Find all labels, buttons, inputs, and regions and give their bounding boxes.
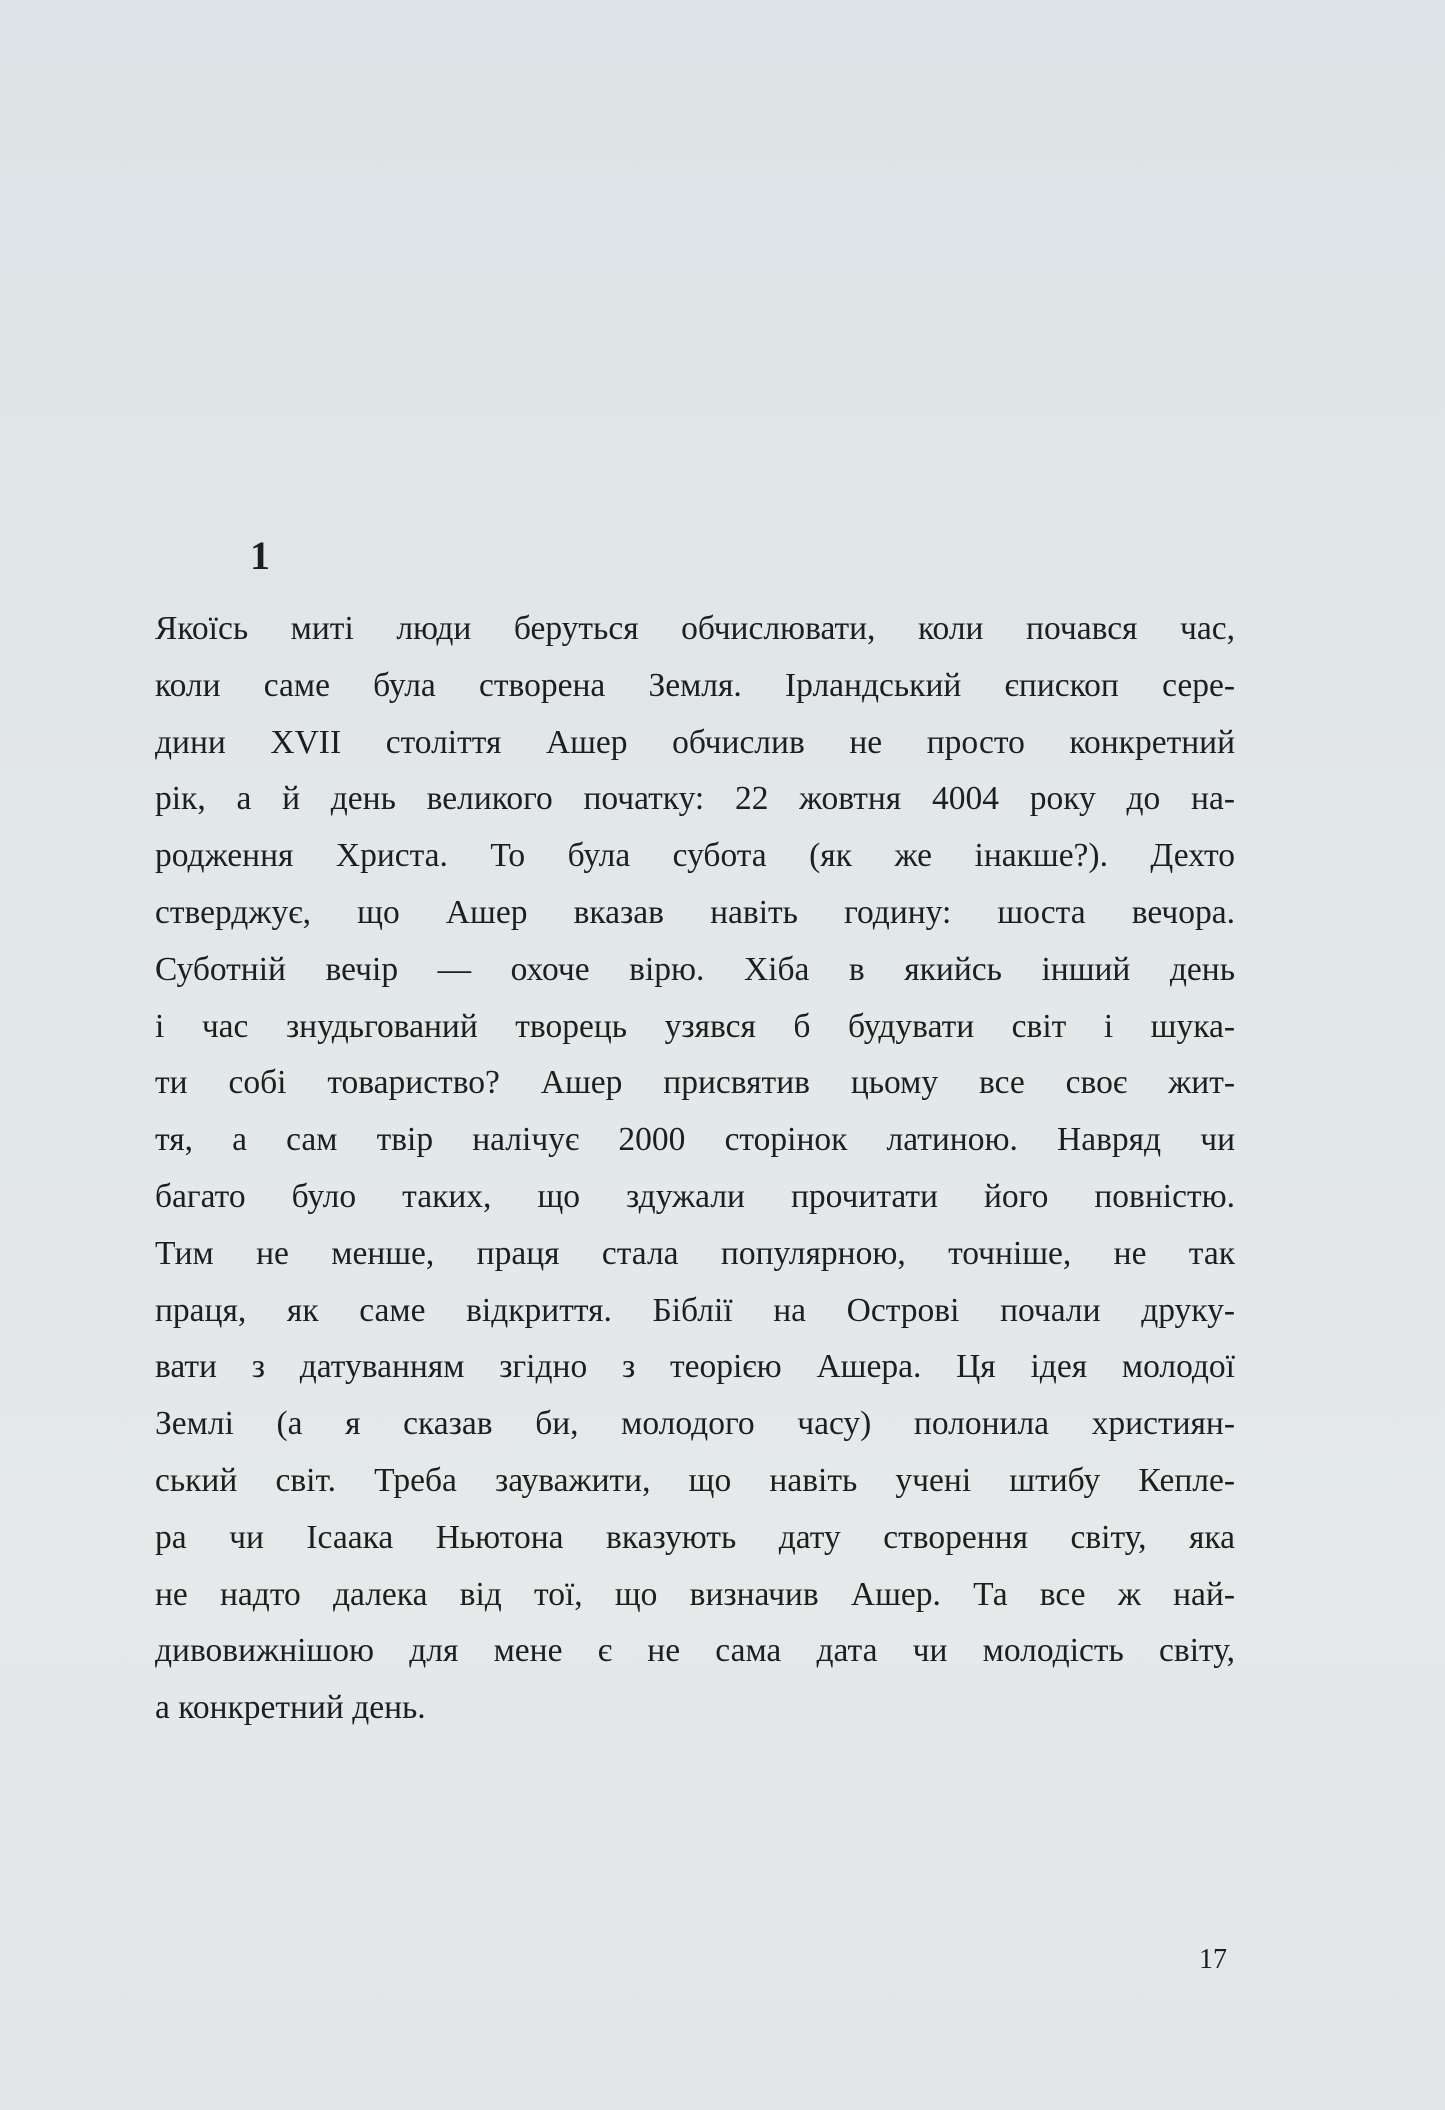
text-line: ти собі товариство? Ашер присвятив цьому все своє жит- <box>155 1064 1235 1102</box>
text-line: дини XVII століття Ашер обчислив не просто конкретний <box>155 723 1235 761</box>
page-number: 17 <box>1199 1944 1227 1975</box>
text-line: коли саме була створена Земля. Ірландський єпископ сере- <box>155 666 1235 704</box>
text-line: не надто далека від тої, що визначив Ашер. Та все ж най- <box>155 1575 1235 1613</box>
text-line: рік, а й день великого початку: 22 жовтня 4004 року до на- <box>155 780 1235 818</box>
text-line: дивовижнішою для мене є не сама дата чи молодість світу, <box>155 1632 1235 1670</box>
chapter-paragraph <box>155 601 1235 1737</box>
text-line: вати з датуванням згідно з теорією Ашера. Ця ідея молодої <box>155 1348 1235 1386</box>
text-line: і час знудьгований творець узявся б будувати світ і шука- <box>155 1007 1235 1045</box>
text-line: тя, а сам твір налічує 2000 сторінок латиною. Навряд чи <box>155 1121 1235 1159</box>
text-line: Якоїсь миті люди беруться обчислювати, коли почався час, <box>155 610 1235 647</box>
chapter-number: 1 <box>250 533 270 578</box>
text-line: ра чи Ісаака Ньютона вказують дату створення світу, яка <box>155 1518 1235 1556</box>
text-line: стверджує, що Ашер вказав навіть годину: шоста вечора. <box>155 893 1235 931</box>
text-line: праця, як саме відкриття. Біблії на Острові почали друку- <box>155 1291 1235 1329</box>
text-line: багато було таких, що здужали прочитати його повністю. <box>155 1177 1235 1215</box>
text-line: Землі (а я сказав би, молодого часу) полонила християн- <box>155 1405 1235 1443</box>
text-line: родження Христа. То була субота (як же інакше?). Дехто <box>155 837 1235 875</box>
text-line: ський світ. Треба зауважити, що навіть учені штибу Кепле- <box>155 1461 1235 1499</box>
text-line: Тим не менше, праця стала популярною, точніше, не так <box>155 1234 1235 1272</box>
text-line: а конкретний день. <box>155 1689 426 1727</box>
text-line: Суботній вечір — охоче вірю. Хіба в якийсь інший день <box>155 950 1235 988</box>
